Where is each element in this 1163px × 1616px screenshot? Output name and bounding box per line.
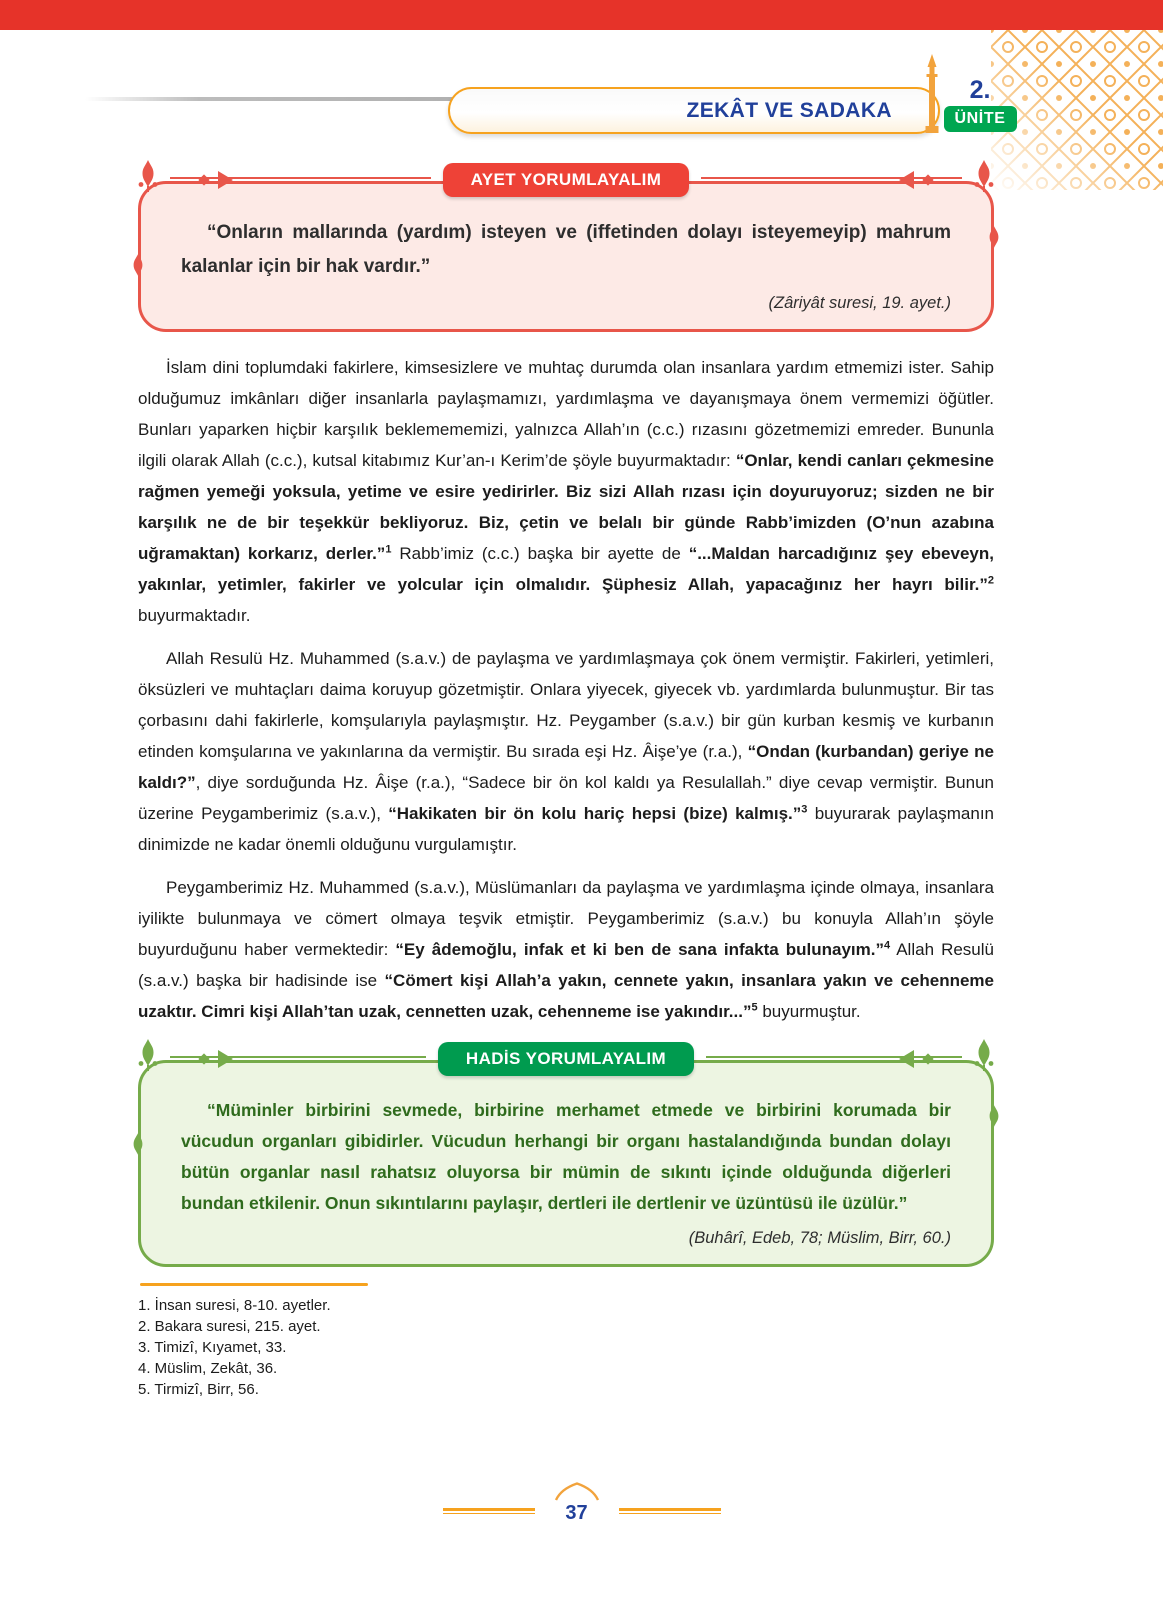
floral-ornament-icon [138,1039,158,1071]
footnote-reference: 5 [751,1001,758,1014]
footnotes-list [138,1295,994,1400]
footer-rule-right [619,1508,721,1514]
footnote-rule [140,1283,368,1286]
header-rule [85,97,465,101]
chapter-title: ZEKÂT VE SADAKA [686,98,892,122]
ornament-rule-left [164,1044,432,1074]
hadis-quote-box [138,1060,994,1267]
footnote-reference: 2 [987,574,994,587]
unit-badge [942,76,1018,132]
hadis-quote-source: (Buhârî, Edeb, 78; Müslim, Birr, 60.) [688,1229,951,1247]
body-run: buyurarak paylaşmanın dinimizde ne kadar önemli olduğunu vurgulamıştır. [138,804,994,854]
footnote-reference: 4 [883,939,891,952]
ornament-rule-left [164,165,437,195]
footnote: 3. Timizî, Kıyamet, 33. [138,1339,287,1356]
body-paragraph [138,872,994,1027]
floral-ornament-icon [974,1039,994,1071]
arrow-ornament-icon [218,1050,233,1068]
page-footer [0,1496,1163,1525]
body-run: , diye sorduğunda Hz. Âişe (r.a.), “Sadece bir ön kol kaldı ya Resulallah.” diye cevap vermiştir. Bunun üzerine Peygamberimiz (s.a.v.), [138,773,994,823]
floral-ornament-icon [974,160,994,192]
body-paragraph [138,352,994,631]
hadis-badge: HADİS YORUMLAYALIM [438,1042,694,1076]
body-run: Rabb’imiz (c.c.) başka bir ayette de [391,544,689,563]
footnote-reference: 1 [385,543,392,556]
hadis-badge-row [138,1041,994,1077]
arrow-ornament-icon [899,1050,914,1068]
ayet-quote-box [138,181,994,332]
footer-rule-left [443,1508,535,1514]
leaf-ornament-icon [986,222,1002,248]
footnote: 4. Müslim, Zekât, 36. [138,1360,278,1377]
body-run: buyurmuştur. [757,1002,861,1021]
unit-label: ÜNİTE [944,106,1017,132]
floral-ornament-icon [138,160,158,192]
body-paragraph [138,643,994,860]
quoted-bold-text: “...Maldan harcadığınız şey ebeveyn, yakınlar, yetimler, fakirler ve yolcular için olmalıdır. Şüphesiz Allah, yapacağınız her hayrı bilir.” [138,544,994,594]
ayet-badge: AYET YORUMLAYALIM [443,163,690,197]
dome-ornament-icon [554,1481,600,1501]
quoted-bold-text: “Ondan (kurbandan) geriye ne kaldı?” [138,742,994,792]
arrow-ornament-icon [218,171,233,189]
hadis-section [138,1041,994,1267]
ayet-quote-source: (Zâriyât suresi, 19. ayet.) [768,294,951,312]
page-number: 37 [565,1502,588,1524]
body-run: İslam dini toplumdaki fakirlere, kimsesizlere ve muhtaç durumda olan insanlara yardım etmemizi ister. Sahip olduğumuz imkânları diğer insanlarla paylaşmamızı, yardımlaşma ve dayanışmaya önem vermemizi öğütler. Bunları yaparken hiçbir karşılık beklemememizi, yalnızca Allah’ın (c.c.) rızasını gözetmemizi emreder. Bununla ilgili olarak Allah (c.c.), kutsal kitabımız Kur’an-ı Kerim’de şöyle buyurmaktadır: [138,358,994,470]
ornament-rule-right [695,165,968,195]
leaf-ornament-icon [130,250,146,276]
body-run: Peygamberimiz Hz. Muhammed (s.a.v.), Müslümanları da paylaşma ve yardımlaşma içinde olmaya, insanlara iyilikte bulunmaya ve cömert olmaya teşvik etmiştir. Peygamberimiz (s.a.v.) bu konuyla Allah’ın şöyle buyurduğunu haber vermektedir: [138,878,994,959]
footnote: 1. İnsan suresi, 8-10. ayetler. [138,1297,331,1314]
body-run: buyurmaktadır. [138,606,251,625]
ornament-rule-right [700,1044,968,1074]
footnote: 2. Bakara suresi, 215. ayet. [138,1318,321,1335]
quoted-bold-text: “Cömert kişi Allah’a yakın, cennete yakın, insanlara yakın ve cehenneme uzaktır. Cimri kişi Allah’tan uzak, cennetten uzak, cehenneme ise yakındır...” [138,971,994,1021]
body-text [138,352,994,1027]
ayet-badge-row [138,162,994,198]
ayet-quote-text: “Onların mallarında (yardım) isteyen ve (iffetinden dolayı isteyemeyip) mahrum kalanlar için bir hak vardır.” [181,222,951,277]
unit-number: 2. [969,76,991,104]
quoted-bold-text: “Hakikaten bir ön kolu hariç hepsi (bize) kalmış.” [388,804,802,823]
body-run: Allah Resulü Hz. Muhammed (s.a.v.) de paylaşma ve yardımlaşmaya çok önem vermiştir. Fakirleri, yetimleri, öksüzleri ve muhtaçları daima koruyup gözetmiştir. Onlara yiyecek, giyecek vb. yardımlarda bulunmuştur. Bir tas çorbasını dahi fakirlerle, komşularıyla paylaşmıştır. Hz. Peygamber (s.a.v.) bir gün kurban kesmiş ve kurbanın etinden komşularına ve yakınlarına da vermiştir. Bu sırada eşi Hz. Âişe’ye (r.a.), [138,649,994,761]
page-number-block [553,1496,601,1525]
footnote-reference: 3 [801,803,808,816]
top-red-bar [0,0,1163,30]
page-content [138,162,994,1400]
quoted-bold-text: “Onlar, kendi canları çekmesine rağmen yemeği yoksula, yetime ve esire yedirirler. Biz sizi Allah rızası için doyuruyoruz; sizden ne bir karşılık ne de bir teşekkür bekliyoruz. Biz, çetin ve belalı bir günde Rabb’imizden (O’nun azabına uğramaktan) korkarız, derler.” [138,451,994,563]
quoted-bold-text: “Ey âdemoğlu, infak et ki ben de sana infakta bulunayım.” [395,940,884,959]
leaf-ornament-icon [986,1101,1002,1127]
arrow-ornament-icon [899,171,914,189]
chapter-title-banner [448,87,940,134]
leaf-ornament-icon [130,1129,146,1155]
body-run: Allah Resulü (s.a.v.) başka bir hadisinde ise [138,940,994,990]
footnote: 5. Tirmizî, Birr, 56. [138,1381,259,1398]
minaret-icon [924,54,940,134]
ayet-section [138,162,994,332]
hadis-quote-text: “Müminler birbirini sevmede, birbirine merhamet etmede ve birbirini korumada bir vücudun organları gibidirler. Vücudun herhangi bir organı hastalandığında bundan dolayı bütün organlar nasıl rahatsız oluyorsa bir mümin de sıkıntı içinde olduğunda diğerleri bundan etkilenir. Onun sıkıntılarını paylaşır, dertleri ile dertlenir ve üzüntüsü ile üzülür.” [181,1100,951,1213]
